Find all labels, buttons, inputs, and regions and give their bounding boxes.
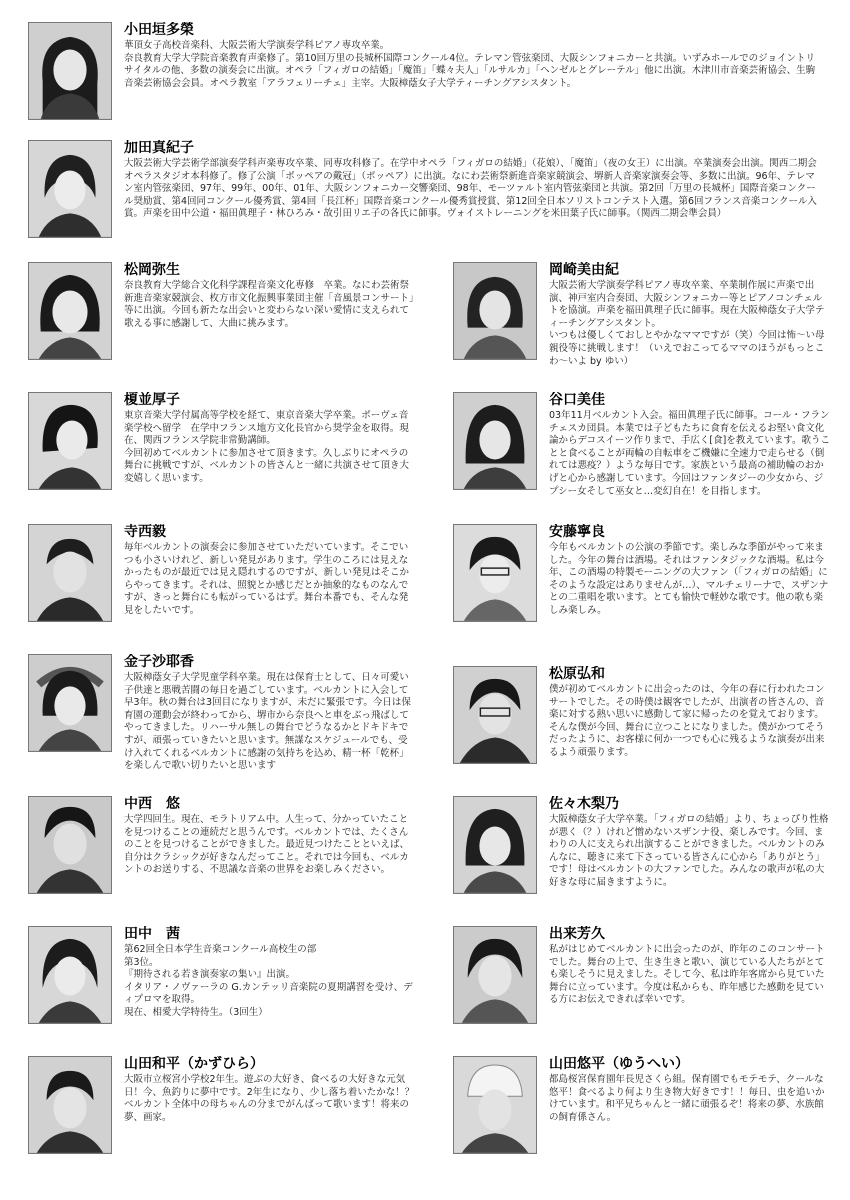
member-entry [28,796,420,894]
member-bio: 第62回全日本学生音楽コンクール高校生の部 第3位。 『期待される若き演奏家の集い』出演。 イタリア・ノヴァーラの G.カンテッリ音楽院の夏期講習を受け、ディプロマを取得。 現在、相愛大学特待生。（3回生） [124,944,413,1018]
member-bio: 華頂女子高校音楽科、大阪芸術大学演奏学科ピアノ専攻卒業。 奈良教育大学大学院音楽教育声楽修了。第10回万里の長城杯国際コンクール4位。テレマン管弦楽団、大阪シンフォニカーと共演。いずみホールでのジョイントリサイタルの他、多数の演奏会に出演。オペラ「フィガロの結婚」「魔笛」「蝶々夫人」「ルサルカ」「ヘンゼルとグレーテル」他に出演。木津川市音楽芸術協会、生駒音楽芸術協会会員。オペラ教室「アラフェリーチェ」主宰。大阪樟蔭女子大学ティーチングアシスタント。 [124,40,816,89]
member-name: 榎並厚子 [124,392,180,408]
member-name: 松岡弥生 [124,262,180,278]
portrait-photo [453,392,537,490]
member-bio: 奈良教育大学総合文化科学課程音楽文化専修 卒業。なにわ芸術祭新進音楽家競演会、枚方市文化振興事業団主催「音風景コンサート」等に出演。今回も新たな出会いと変わらない深い愛情に支えられて歌える事に感謝して、大曲に挑みます。 [124,280,414,329]
member-bio: 東京音楽大学付属高等学校を経て、東京音楽大学卒業。ボーヴェ音楽学校へ留学 在学中フランス地方文化長官から奨学金を取得。現在、関西フランス学院非常勤講師。 今回初めてベルカントに参加させて頂きます。久しぶりにオペラの舞台に挑戦ですが、ベルカントの皆さんと一緒に共演させて頂き大変嬉しく思います。 [124,410,410,484]
member-name: 寺西毅 [124,524,166,540]
member-bio: 今年もベルカントの公演の季節です。楽しみな季節がやって来ました。今年の舞台は酒場。それはファンタジックな酒場。私は今年、この酒場の特製モーニングの大ファン（「フィガロの結婚」にそのような設定はありませんが…）、マルチェリーナで、スザンナとの二重唱を歌います。とても愉快で軽妙な歌です。他の歌も楽しみ楽しみ。 [549,542,829,616]
member-entry [28,926,420,1024]
portrait-photo [28,1056,112,1154]
member-bio: 大阪市立桜宮小学校2年生。遊ぶの大好き、食べるの大好きな元気日！今、魚釣りに夢中です。2年生になり、少し落ち着いたかな！？ベルカント全体中の母ちゃんの分までがんばって歌います！将来の夢、画家。 [124,1074,415,1123]
member-name: 山田悠平（ゆうへい） [549,1056,689,1072]
member-bio: 毎年ベルカントの演奏会に参加させていただいています。そこでいつも小さいけれど、新しい発見があります。学生のころには見えなかったものが最近では見え隠れするのですが、新しい発見はそこからやってきます。それは、照貌とか感じだとか抽象的なものなんですが、きっと舞台にも転がっているはず。舞台本番でも、そんな発見をしたいです。 [124,542,410,616]
member-bio: 大阪樟蔭女子大学児童学科卒業。現在は保育士として、日々可愛い子供達と悪戦苦闘の毎日を過ごしています。ベルカントに入会して早3年。秋の舞台は3回目になりますが、未だに緊張です。今日は保育園の運動会が終わってから、堺市から奈良へと車をぶっ飛ばしてやってきました。リハーサル無しの舞台でどうなるかとドキドキですが、頑張っていきたいと思います。無謀なスケジュールでも、受け入れてくれるベルカントに感謝の気持ちを込め、精一杯「乾杯」を楽しんで歌い切りたいと思います [124,672,411,772]
portrait-photo [28,524,112,622]
member-name: 佐々木梨乃 [549,796,619,812]
member-entry [28,524,420,622]
member-name: 山田和平（かずひら） [124,1056,264,1072]
member-entry [453,262,831,368]
member-name: 加田真紀子 [124,140,194,156]
portrait-photo [28,654,112,752]
member-bio: 03年11月ベルカント入会。福田眞理子氏に師事。コール・フランチェスカ団員。本業では子どもたちに食育を伝えるお堅い食文化論からデコスイーツ作りまで、手広く[食]を教えています。歌うことと食べることが両輪の自転車をご機嫌に全速力で走らせる（倒れては悪疫？）ような毎日です。家族という最高の補助輪のおかげと心から感謝しています。今回はファンタジーの少女から、ジプシー女そして巫女と…変幻自在！を目指します。 [549,410,831,497]
portrait-photo [28,926,112,1024]
portrait-photo [453,262,537,360]
member-entry [28,140,828,238]
portrait-photo [28,262,112,360]
member-entry [453,666,831,764]
member-name: 田中 茜 [124,926,180,942]
member-entry [453,1056,831,1154]
member-entry [28,392,420,490]
portrait-photo [28,140,112,238]
member-name: 安藤寧良 [549,524,605,540]
member-name: 小田垣多榮 [124,22,194,38]
member-name: 松原弘和 [549,666,605,682]
member-entry [28,262,420,360]
member-bio: 大阪樟蔭女子大学卒業。「フィガロの結婚」より、ちょっぴり性格が悪く（？）けれど憎めないスザンナ役、楽しみです。今回、まわりの人に支えられ出演することができました。ベルカントのみんなに、聴きに来て下さっている皆さんに心から「ありがとう」です！母はベルカントの大ファンでした。みんなの歌声が私の大好きな母に届きますように。 [549,814,829,888]
member-entry [453,392,831,498]
portrait-photo [453,524,537,622]
member-bio: 大学四回生。現在、モラトリアム中。人生って、分かっていたことを見つけることの連続だと思うんです。ベルカントでは、たくさんのことを見つけることができました。最近見つけたことといえば、自分はクラシックが好きなんだってこと。それでは今回も、ベルカントのお送りする、不思議な音楽の世界をお楽しみください。 [124,814,410,876]
member-entry [453,524,831,622]
member-name: 出来芳久 [549,926,605,942]
member-bio: 都島桜宮保育園年長児さくら組。保育園でもモテモテ、クールな悠平！食べるより何より生き物大好きです！！毎日、虫を追いかけています。和平兄ちゃんと一緒に頑張るぞ！将来の夢、水族館の飼育係さん。 [549,1074,825,1123]
member-name: 岡崎美由紀 [549,262,619,278]
member-bio: 大阪芸術大学芸術学部演奏学科声楽専攻卒業、同専攻科修了。在学中オペラ「フィガロの結婚」（花娘）、「魔笛」（夜の女王）に出演。卒業演奏会出演。関西二期会オペラスタジオ本科修了。修了公演「ポッペアの戴冠」（ポッペア）に出演。なにわ芸術祭新進音楽家競演会、堺新人音楽家演奏会等、多数に出演。96年、テレマン室内管弦楽団、97年、99年、00年、01年、大阪シンフォニカー交響楽団、98年、モーツァルト室内管弦楽団と共演。第2回「万里の長城杯」国際音楽コンクール奨励賞、第4回同コンクール優秀賞、第4回「長江杯」国際音楽コンクール優秀賞授賞、第12回全日本ソリストコンテスト入選。第6回フランス音楽コンクール入賞。声楽を田中公道・福田眞理子・林ひろみ・故引田リエ子の各氏に師事。ヴォイストレーニングを米田葉子氏に師事。（関西二期会準会員） [124,158,817,220]
member-entry [28,22,828,120]
portrait-photo [28,796,112,894]
member-bio: 私がはじめてベルカントに出会ったのが、昨年のこのコンサートでした。舞台の上で、生き生きと歌い、演じている人たちがとても楽しそうに見えました。そして今、私は昨年客席から見ていた舞台に立っています。今度は私からも、昨年感じた感動を見ている方にお伝えできれば幸いです。 [549,944,825,1006]
member-name: 金子沙耶香 [124,654,194,670]
portrait-photo [453,666,537,764]
member-entry [28,1056,420,1154]
portrait-photo [453,1056,537,1154]
portrait-photo [28,392,112,490]
member-bio: 大阪芸術大学演奏学科ピアノ専攻卒業、卒業制作展に声楽で出演、神戸室内合奏団、大阪シンフォニカー等とピアノコンチェルトを協演。声楽を福田眞理子氏に師事。現在大阪樟蔭女子大学ティーチングアシスタント。 いつもは優しくておしとやかなママですが（笑）今回は怖～い母親役等に挑戦します！（いえでおこってるママのほうがもっとこわ～いよ by ゆい） [549,280,825,367]
portrait-photo [453,926,537,1024]
member-bio: 僕が初めてベルカントに出会ったのは、今年の春に行われたコンサートでした。その時僕は観客でしたが、出演者の皆さんの、音楽に対する熱い思いに感動して家に帰ったのを覚えております。そんな僕が今回、舞台に立つことになりました。僕がかつてそうだったように、お客様に何か一つでも心に残るような演奏が出来るよう頑張ります。 [549,684,825,758]
portrait-photo [28,22,112,120]
member-entry [453,926,831,1024]
member-name: 谷口美佳 [549,392,605,408]
member-entry [28,654,420,773]
member-entry [453,796,831,894]
member-name: 中西 悠 [124,796,180,812]
portrait-photo [453,796,537,894]
